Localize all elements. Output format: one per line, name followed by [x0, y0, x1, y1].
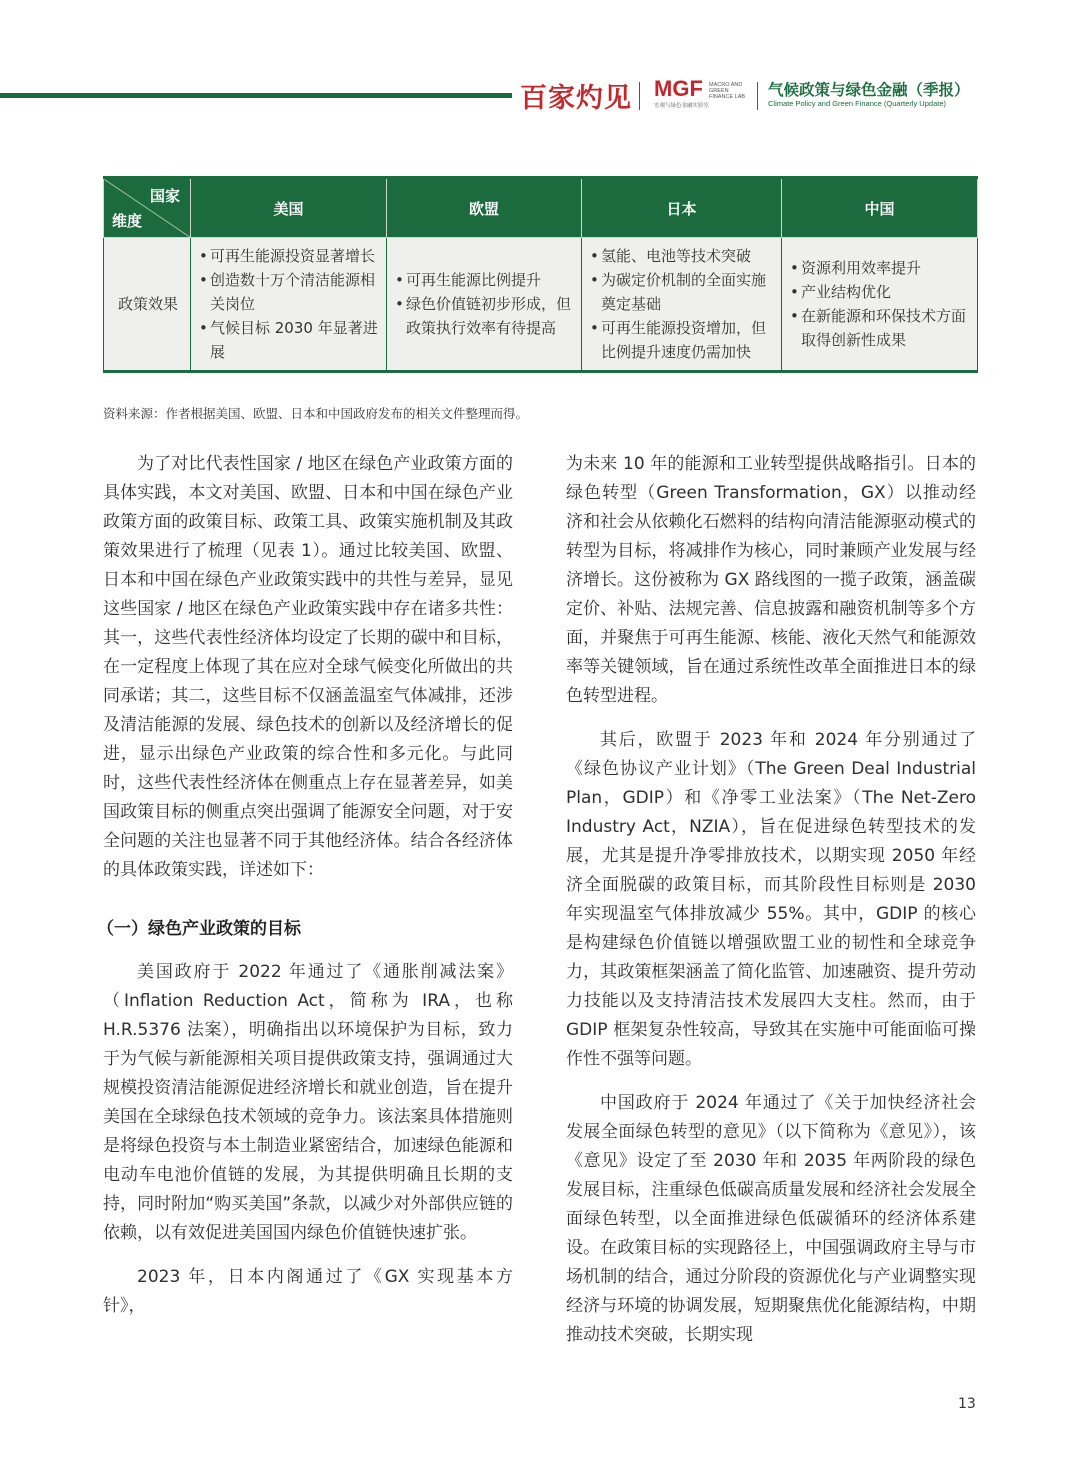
column-header-usa: 美国	[191, 178, 387, 238]
list-item: • 创造数十万个清洁能源相关岗位	[199, 268, 380, 316]
paragraph: 中国政府于 2024 年通过了《关于加快经济社会发展全面绿色转型的意见》（以下简称为《意见》），该《意见》设定了至 2030 年和 2035 年两阶段的绿色发展目标，注重绿色低碳高质量发展和经济社会发展全面绿色转型，以全面推进绿色低碳循环的经济体系建设。在政策目标的实现路径上，中国强调政府主导与市场机制的结合，通过分阶段的资源优化与产业调整实现经济与环境的协调发展，短期聚焦优化能源结构，中期推动技术突破，长期实现	[566, 1093, 976, 1345]
list-item: • 氢能、电池等技术突破	[590, 244, 775, 268]
column-header-japan: 日本	[582, 178, 782, 238]
column-header-eu: 欧盟	[387, 178, 582, 238]
mgf-logo-cn: 宏观与绿色金融实验室	[654, 103, 710, 109]
paragraph: 其后，欧盟于 2023 年和 2024 年分别通过了《绿色协议产业计划》（The Green Deal Industrial Plan，GDIP）和《净零工业法案》（The Net-Zero Industry Act，NZIA），旨在促进绿色转型技术的发展，尤其是提升净零排放技术，以期实现 2050 年经济全面脱碳的政策目标，而其阶段性目标则是 2030 年实现温室气体排放减少 55%。其中，GDIP 的核心是构建绿色价值链以增强欧盟工业的韧性和全球竞争力，其政策框架涵盖了简化监管、加速融资、提升劳动力技能以及支持清洁技术发展四大支柱。然而，由于 GDIP 框架复杂性较高，导致其在实施中可能面临可操作性不强等问题。	[566, 730, 976, 1069]
mgf-logo: MGF	[654, 76, 703, 101]
header-rule	[0, 93, 512, 98]
paragraph: 2023 年，日本内阁通过了《GX 实现基本方针》，	[103, 1267, 513, 1316]
list-item: • 可再生能源比例提升	[395, 268, 575, 292]
paragraph: 为未来 10 年的能源和工业转型提供战略指引。日本的绿色转型（Green Transformation，GX）以推动经济和社会从依赖化石燃料的结构向清洁能源驱动模式的转型为目标，将减排作为核心，同时兼顾产业发展与经济增长。这份被称为 GX 路线图的一揽子政策，涵盖碳定价、补贴、法规完善、信息披露和融资机制等多个方面，并聚焦于可再生能源、核能、液化天然气和能源效率等关键领域，旨在通过系统性改革全面推进日本的绿色转型进程。	[566, 454, 976, 706]
right-text-column	[566, 450, 976, 1350]
mgf-logo-subtitle: MACRO AND GREEN FINANCE LAB	[709, 82, 746, 100]
paragraph: 美国政府于 2022 年通过了《通胀削减法案》（Inflation Reduction Act，简称为 IRA，也称 H.R.5376 法案），明确指出以环境保护为目标，致力于为气候与新能源相关项目提供政策支持，强调通过大规模投资清洁能源促进经济增长和就业创造，旨在提升美国在全球绿色技术领域的竞争力。该法案具体措施则是将绿色投资与本土制造业紧密结合，加速绿色能源和电动车电池价值链的发展，为其提供明确且长期的支持，同时附加“购买美国”条款，以减少对外部供应链的依赖，以有效促进美国国内绿色价值链快速扩张。	[103, 962, 513, 1243]
header-divider	[757, 82, 758, 110]
column-header-china: 中国	[782, 178, 978, 238]
list-item: • 为碳定价机制的全面实施奠定基础	[590, 268, 775, 316]
table-source-note: 资料来源：作者根据美国、欧盟、日本和中国政府发布的相关文件整理而得。	[103, 406, 529, 421]
publication-title: 气候政策与绿色金融（季报）	[768, 81, 970, 99]
list-item: • 绿色价值链初步形成，但政策执行效率有待提高	[395, 292, 575, 340]
list-item: • 产业结构优化	[790, 280, 971, 304]
paragraph: 为了对比代表性国家 / 地区在绿色产业政策方面的具体实践，本文对美国、欧盟、日本和中国在绿色产业政策方面的政策目标、政策工具、政策实施机制及其政策效果进行了梳理（见表 1）。通过比较美国、欧盟、日本和中国在绿色产业政策实践中的共性与差异，显见这些国家 / 地区在绿色产业政策实践中存在诸多共性：其一，这些代表性经济体均设定了长期的碳中和目标，在一定程度上体现了其在应对全球气候变化所做出的共同承诺；其二，这些目标不仅涵盖温室气体减排，还涉及清洁能源的发展、绿色技术的创新以及经济增长的促进，显示出绿色产业政策的综合性和多元化。与此同时，这些代表性经济体在侧重点上存在显著差异，如美国政策目标的侧重点突出强调了能源安全问题，对于安全问题的关注也显著不同于其他经济体。结合各经济体的具体政策实践，详述如下：	[103, 454, 513, 880]
comparison-table	[103, 176, 978, 373]
page-number: 13	[958, 1396, 976, 1412]
cell-japan	[582, 238, 782, 372]
corner-label-country: 国家	[149, 187, 180, 205]
table-row	[104, 238, 978, 372]
row-header-policy-effect: 政策效果	[104, 238, 191, 372]
list-item: • 资源利用效率提升	[790, 256, 971, 280]
list-item: • 气候目标 2030 年显著进展	[199, 316, 380, 364]
table-corner-cell	[104, 178, 191, 238]
list-item: • 在新能源和环保技术方面取得创新性成果	[790, 304, 971, 352]
left-text-column	[97, 450, 513, 1321]
list-item: • 可再生能源投资增加，但比例提升速度仍需加快	[590, 316, 775, 364]
list-item: • 可再生能源投资显著增长	[199, 244, 380, 268]
cell-eu	[387, 238, 582, 372]
column-brand: 百家灼见	[520, 83, 632, 114]
cell-china	[782, 238, 978, 372]
header-divider	[639, 82, 640, 110]
cell-usa	[191, 238, 387, 372]
corner-label-dimension: 维度	[112, 212, 143, 230]
publication-subtitle: Climate Policy and Green Finance (Quarterly Update)	[768, 99, 946, 108]
section-heading: （一）绿色产业政策的目标	[97, 919, 301, 939]
table-header-row	[104, 178, 978, 238]
